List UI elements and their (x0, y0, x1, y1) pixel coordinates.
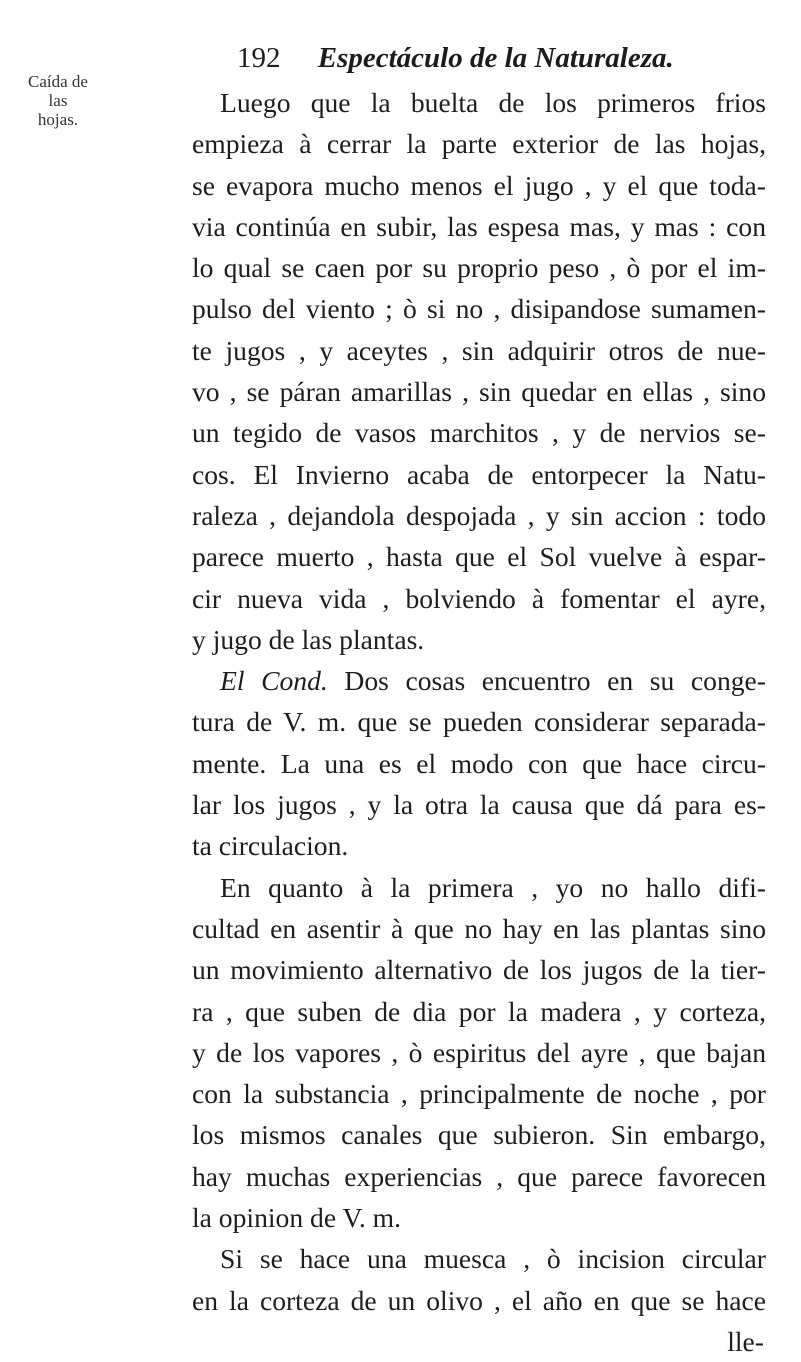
margin-note-line: Caída de las (28, 72, 88, 110)
text-line: empieza à cerrar la parte exterior de las hojas, (192, 128, 766, 160)
text-line: y de los vapores , ò espiritus del ayre , que bajan (192, 1036, 766, 1068)
catchword: lle- (727, 1325, 764, 1357)
margin-note-line: hojas. (37, 110, 79, 129)
text-line: hay muchas experiencias , que parece favorecen (192, 1160, 766, 1192)
text-line: ta circulacion. (192, 830, 349, 862)
text-line: los mismos canales que subieron. Sin embargo, (192, 1119, 766, 1151)
text-line: vo , se páran amarillas , sin quedar en ellas , sino (192, 376, 766, 408)
text-line: la opinion de V. m. (192, 1202, 402, 1234)
text-line (192, 660, 766, 701)
text-line: lar los jugos , y la otra la causa que dá para es- (192, 789, 766, 821)
text-line: via continúa en subir, las espesa mas, y mas : con (192, 210, 766, 242)
text-line: ra , que suben de dia por la madera , y corteza, (192, 995, 766, 1027)
text-line: En quanto à la primera , yo no hallo difi- (220, 871, 766, 903)
text-line: Si se hace una muesca , ò incision circular (220, 1243, 766, 1275)
page-number: 192 (237, 42, 281, 74)
text-line: cos. El Invierno acaba de entorpecer la Natu- (192, 458, 766, 490)
margin-note (28, 72, 88, 129)
running-title: Espectáculo de la Naturaleza. (317, 42, 674, 74)
text-line: cir nueva vida , bolviendo à fomentar el ayre, (192, 582, 766, 614)
text-line: Luego que la buelta de los primeros frios (220, 87, 766, 118)
text-fragment: Dos cosas encuentro en su conge- (344, 665, 766, 697)
text-line: y jugo de las plantas. (192, 623, 425, 655)
text-line: parece muerto , hasta que el Sol vuelve à espar- (192, 541, 766, 573)
text-line: cultad en asentir à que no hay en las plantas sino (192, 912, 766, 944)
text-line: un movimiento alternativo de los jugos de la tier- (192, 954, 766, 986)
text-line: con la substancia , principalmente de noche , por (192, 1078, 766, 1110)
text-line: raleza , dejandola despojada , y sin accion : todo (192, 499, 766, 531)
text-line: en la corteza de un olivo , el año en que se hace (192, 1284, 766, 1316)
text-line: lo qual se caen por su proprio peso , ò por el im- (192, 252, 766, 284)
speaker-name: El Cond. (220, 665, 328, 697)
text-line: se evapora mucho menos el jugo , y el que toda- (192, 169, 766, 201)
text-line: tura de V. m. que se pueden considerar separada- (192, 706, 766, 738)
text-line: te jugos , y aceytes , sin adquirir otros de nue- (192, 334, 766, 366)
page-header (237, 40, 674, 75)
text-line: un tegido de vasos marchitos , y de nervios se- (192, 417, 766, 449)
body-text (192, 82, 766, 1362)
text-line: mente. La una es el modo con que hace circu- (192, 747, 766, 779)
text-line: pulso del viento ; ò si no , disipandose sumamen- (192, 293, 766, 325)
